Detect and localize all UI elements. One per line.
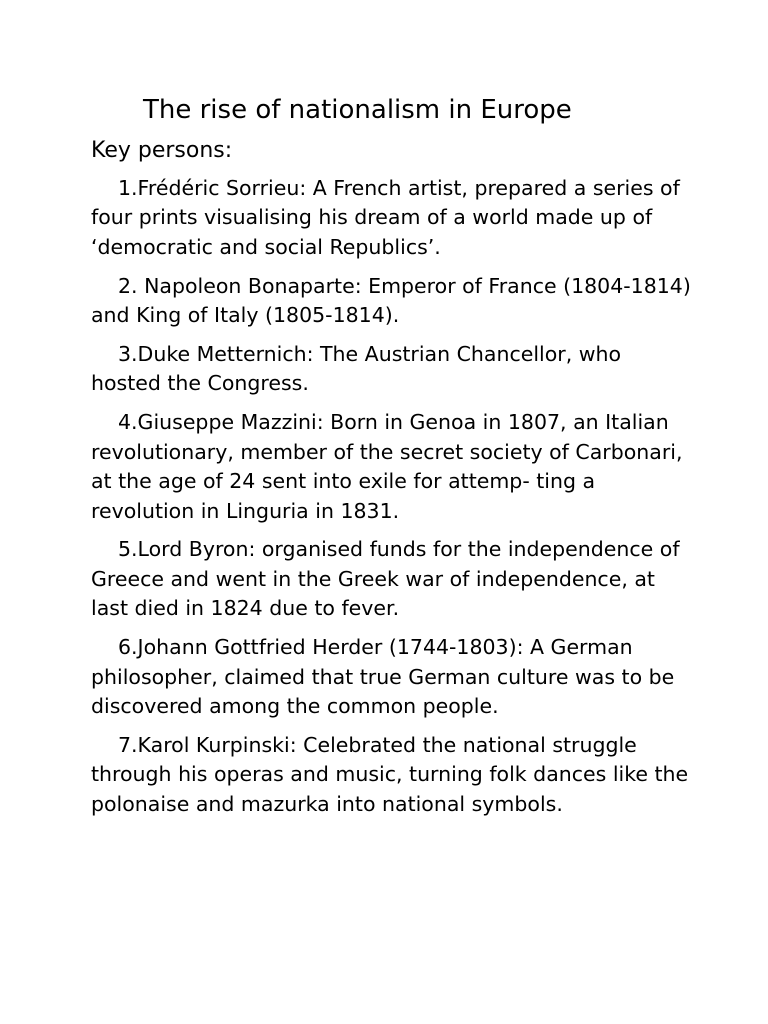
list-item: 3.Duke Metternich: The Austrian Chancellor, who hosted the Congress. <box>91 342 622 396</box>
document-page <box>91 92 691 829</box>
section-heading: Key persons: <box>91 138 233 163</box>
list-item: 5.Lord Byron: organised funds for the independence of Greece and went in the Greek war of independence, at last died in 1824 due to fever. <box>91 537 680 621</box>
document-title: The rise of nationalism in Europe <box>143 95 572 125</box>
list-item: 2. Napoleon Bonaparte: Emperor of France (1804-1814) and King of Italy (1805-1814). <box>91 273 691 328</box>
list-item: 7.Karol Kurpinski: Celebrated the national struggle through his operas and music, turning folk dances like the polonaise and mazurka into national symbols. <box>91 732 689 816</box>
list-item: 6.Johann Gottfried Herder (1744-1803): A German philosopher, claimed that true German culture was to be discovered among the common people. <box>91 635 675 718</box>
list-item: 1.Frédéric Sorrieu: A French artist, prepared a series of four prints visualising his dream of a world made up of ‘democratic and social Republics’. <box>91 176 680 259</box>
list-item: 4.Giuseppe Mazzini: Born in Genoa in 1807, an Italian revolutionary, member of the secret society of Carbonari, at the age of 24 sent into exile for attemp- ting a revolution in Linguria in 1831. <box>91 410 683 523</box>
